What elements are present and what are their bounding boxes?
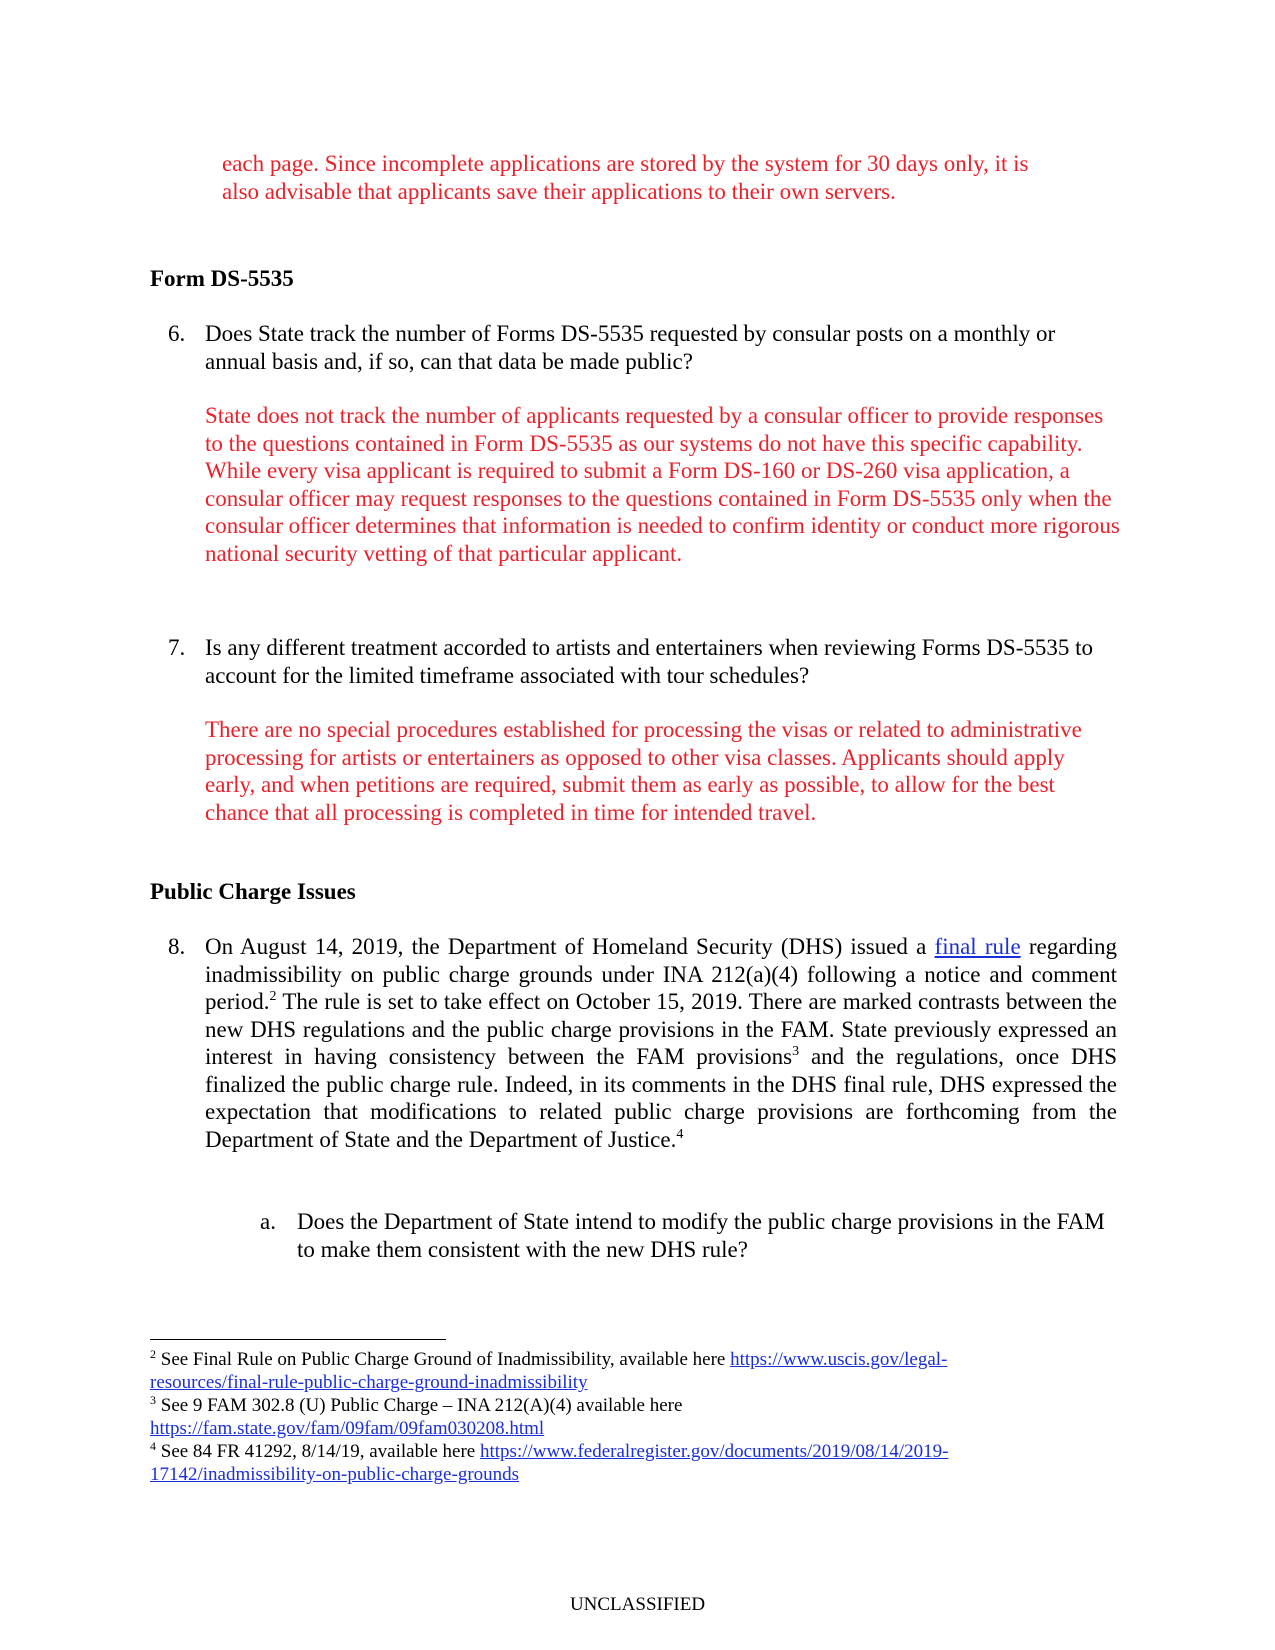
footnote-3-link[interactable]: https://fam.state.gov/fam/09fam/09fam030208.html bbox=[150, 1418, 545, 1439]
section-heading-public-charge: Public Charge Issues bbox=[150, 879, 356, 904]
footnote-ref-4: 4 bbox=[676, 1126, 684, 1142]
question-8-part2: regarding inadmissibility on public charge grounds under INA 212(a)(4) following a notice and comment period. bbox=[205, 934, 1117, 1014]
classification-footer: UNCLASSIFIED bbox=[569, 1594, 706, 1615]
carryover-answer-line2: also advisable that applicants save their applications to their own servers. bbox=[222, 178, 896, 204]
footnote-separator bbox=[150, 1339, 446, 1340]
footnote-4-number: 4 bbox=[150, 1439, 156, 1453]
subquestion-a-text: Does the Department of State intend to modify the public charge provisions in the FAM to make them consistent with the new DHS rule? bbox=[297, 1209, 1105, 1262]
carryover-answer bbox=[222, 150, 1122, 205]
footnotes bbox=[150, 1348, 1130, 1486]
footnote-ref-2: 2 bbox=[269, 989, 277, 1004]
question-8-text bbox=[205, 933, 1117, 1153]
section-heading-ds5535: Form DS-5535 bbox=[150, 266, 294, 291]
footnote-2-link[interactable]: https://www.uscis.gov/legal- bbox=[730, 1349, 948, 1370]
question-6-number: 6. bbox=[168, 321, 186, 346]
question-8-part3: The rule is set to take effect on October 15, 2019. There are marked contrasts between the new DHS regulations and the public charge provisions in the FAM. State previously expressed an interest in having consistency between the FAM provisions bbox=[205, 989, 1117, 1069]
footnote-3-text: See 9 FAM 302.8 (U) Public Charge – INA 212(A)(4) available here bbox=[156, 1395, 683, 1416]
footnote-4-link-cont[interactable]: 17142/inadmissibility-on-public-charge-grounds bbox=[150, 1464, 520, 1485]
footnote-4-link[interactable]: https://www.federalregister.gov/documents/2019/08/14/2019- bbox=[480, 1441, 949, 1462]
question-6-text: Does State track the number of Forms DS-5535 requested by consular posts on a monthly or annual basis and, if so, can that data be made public? bbox=[205, 321, 1056, 374]
footnote-4 bbox=[150, 1440, 1130, 1486]
footnote-4-text: See 84 FR 41292, 8/14/19, available here bbox=[156, 1441, 480, 1462]
question-7-text: Is any different treatment accorded to artists and entertainers when reviewing Forms DS-5535 to account for the limited timeframe associated with tour schedules? bbox=[205, 635, 1094, 688]
footnote-2-link-cont[interactable]: resources/final-rule-public-charge-ground-inadmissibility bbox=[150, 1372, 588, 1393]
answer-7-text: There are no special procedures established for processing the visas or related to administrative processing for artists or entertainers as opposed to other visa classes. Applicants should apply early, and when petitions are required, submit them as early as possible, to allow for the best chance that all processing is completed in time for intended travel. bbox=[205, 717, 1082, 825]
footnote-3-number: 3 bbox=[150, 1393, 156, 1407]
answer-6-text: State does not track the number of applicants requested by a consular officer to provide responses to the questions contained in Form DS-5535 as our systems do not have this specific capability. While every visa applicant is required to submit a Form DS-160 or DS-260 visa application, a consular officer may request responses to the questions contained in Form DS-5535 only when the consular officer determines that information is needed to confirm identity or conduct more rigorous national security vetting of that particular applicant. bbox=[205, 403, 1120, 566]
subquestion-a-letter: a. bbox=[260, 1209, 276, 1234]
question-8-part4: and the regulations, once DHS finalized the public charge rule. Indeed, in its comments in the DHS final rule, DHS expressed the expectation that modifications to related public charge provisions are forthcoming from the Department of State and the Department of Justice. bbox=[205, 1044, 1118, 1152]
footnote-2 bbox=[150, 1348, 1130, 1394]
carryover-answer-line1: each page. Since incomplete applications are stored by the system for 30 days only, it is bbox=[222, 151, 1029, 176]
question-8-number: 8. bbox=[168, 934, 186, 959]
footnote-2-text: See Final Rule on Public Charge Ground of Inadmissibility, available here bbox=[156, 1349, 731, 1370]
final-rule-link[interactable]: final rule bbox=[934, 934, 1021, 959]
footnote-2-number: 2 bbox=[150, 1347, 156, 1361]
footnote-ref-3: 3 bbox=[792, 1044, 800, 1059]
footnote-3 bbox=[150, 1394, 1130, 1440]
question-8-intro: On August 14, 2019, the Department of Homeland Security (DHS) issued a bbox=[205, 934, 935, 959]
question-7-number: 7. bbox=[168, 635, 186, 660]
